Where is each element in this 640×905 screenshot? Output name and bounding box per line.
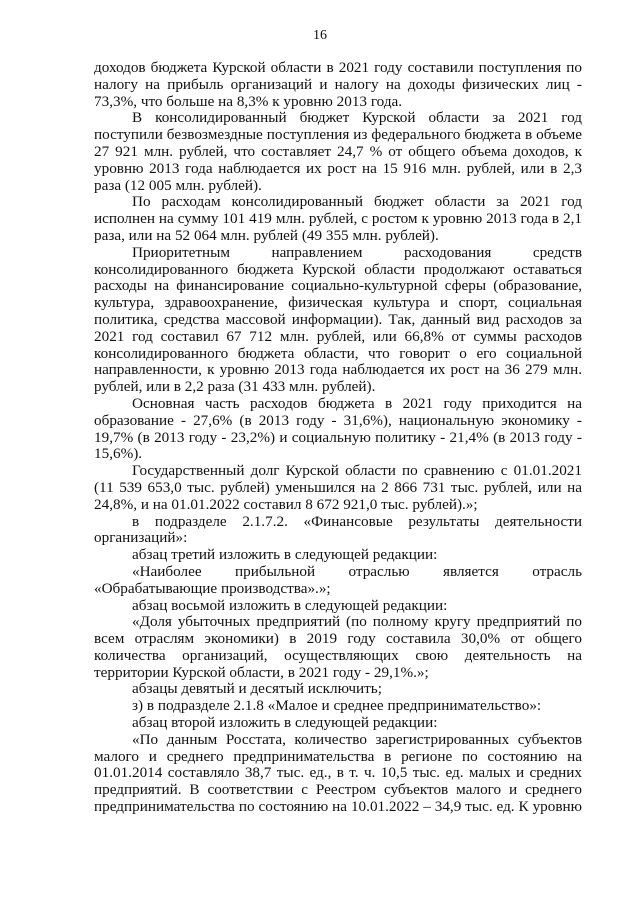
paragraph: абзац третий изложить в следующей редакции: <box>132 546 438 564</box>
paragraph: Приоритетным направлением расходования средств консолидированного бюджета Курской области продолжают оставаться расходы на финансирование социально-культурной сферы (образование, культура, здравоохранение, физическая культура и спорт, социальная политика, средства массовой информации). Так, данный вид расходов за 2021 год составил 67 712 млн. рублей, или 66,8% от суммы расходов консолидированного бюджета области, что говорит о его социальной направленности, к уровню 2013 года наблюдается их рост на 36 279 млн. рублей, или в 2,2 раза (31 433 млн. рублей). <box>94 243 582 396</box>
paragraph: В консолидированный бюджет Курской области за 2021 год поступили безвозмездные поступления из федерального бюджета в объеме 27 921 млн. рублей, что составляет 24,7 % от общего объема доходов, к уровню 2013 года наблюдается их рост на 15 916 млн. рублей, или в 2,3 раза (12 005 млн. рублей). <box>94 109 582 194</box>
paragraph: з) в подразделе 2.1.8 «Малое и среднее предпринимательство»: <box>132 697 542 715</box>
paragraph: «Наиболее прибыльной отраслью является отрасль «Обрабатывающие производства».»; <box>94 562 582 597</box>
paragraph: абзац восьмой изложить в следующей редакции: <box>132 596 448 614</box>
paragraph: абзацы девятый и десятый исключить; <box>132 680 382 698</box>
paragraph: «Доля убыточных предприятий (по полному кругу предприятий по всем отраслям экономики) в 2019 году составила 30,0% от общего количества организаций, осуществляющих свою деятельность на территории Курской области, в 2021 году - 29,1%.»; <box>94 613 582 681</box>
page-number: 16 <box>313 28 327 43</box>
paragraph: «По данным Росстата, количество зарегистрированных субъектов малого и среднего предпринимательства в регионе по состоянию на 01.01.2014 составляло 38,7 тыс. ед., в т. ч. 10,5 тыс. ед. малых и средних предприятий. В соответствии с Реестром субъектов малого и среднего предпринимательства по состоянию на 10.01.2022 – 34,9 тыс. ед. К уровню <box>94 730 582 816</box>
paragraph: в подразделе 2.1.7.2. «Финансовые результаты деятельности организаций»: <box>94 512 582 547</box>
document-body <box>94 60 582 816</box>
paragraph: абзац второй изложить в следующей редакции: <box>132 714 438 732</box>
paragraph: доходов бюджета Курской области в 2021 году составили поступления по налогу на прибыль организаций и налогу на доходы физических лиц - 73,3%, что больше на 8,3% к уровню 2013 года. <box>94 59 582 110</box>
paragraph: По расходам консолидированный бюджет области за 2021 год исполнен на сумму 101 419 млн. рублей, с ростом к уровню 2013 года в 2,1 раза, или на 52 064 млн. рублей (49 355 млн. рублей). <box>94 193 582 244</box>
paragraph: Государственный долг Курской области по сравнению с 01.01.2021 (11 539 653,0 тыс. рублей) уменьшился на 2 866 731 тыс. рублей, или на 24,8%, и на 01.01.2022 составил 8 672 921,0 тыс. рублей).»; <box>94 462 582 513</box>
paragraph: Основная часть расходов бюджета в 2021 году приходится на образование - 27,6% (в 2013 году - 31,6%), национальную экономику - 19,7% (в 2013 году - 23,2%) и социальную политику - 21,4% (в 2013 году - 15,6%). <box>94 394 582 463</box>
